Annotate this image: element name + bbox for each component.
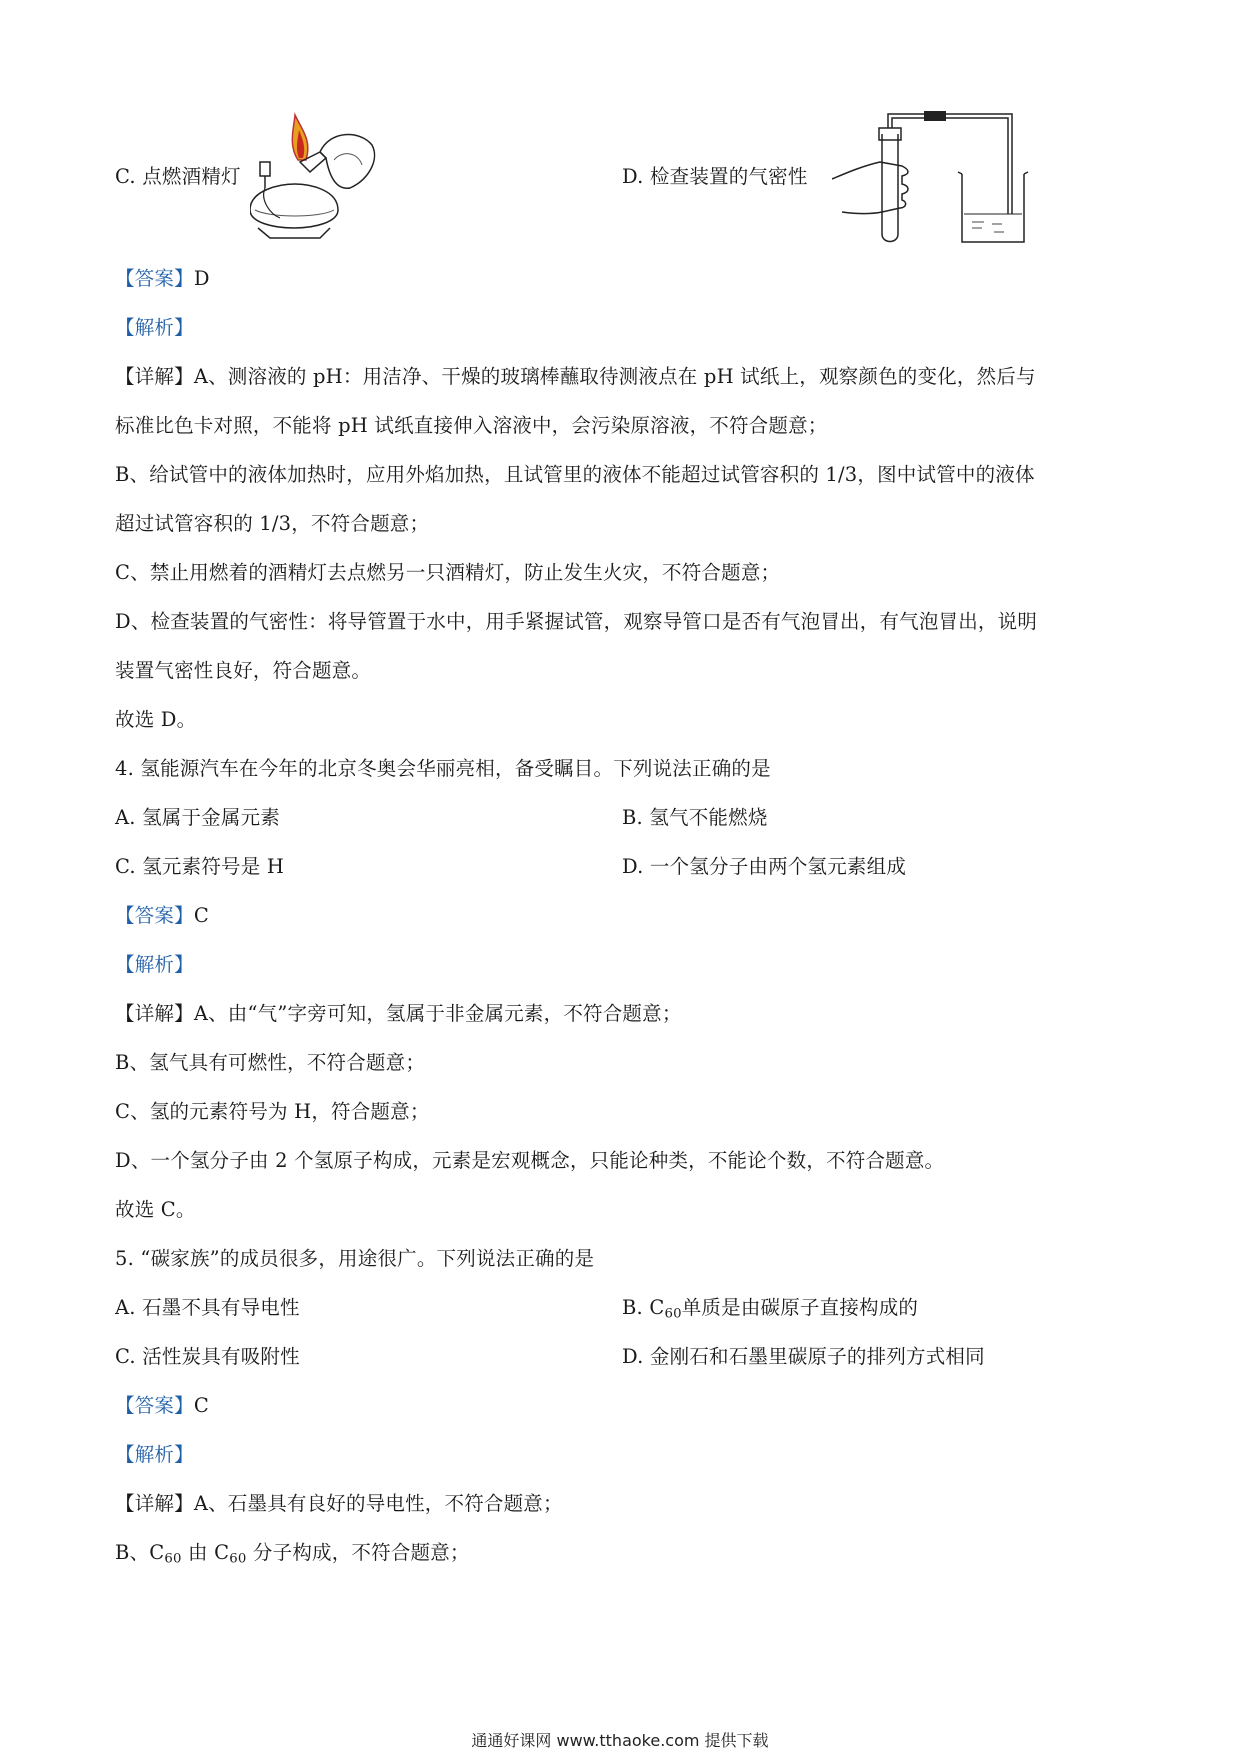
q4-answer: C (193, 904, 209, 927)
answer-tag: 【答案】 (115, 267, 194, 290)
q5-option-c: C. 活性炭具有吸附性 (115, 1345, 300, 1368)
detail-tag: 【详解】 (115, 1492, 194, 1515)
q3-detail-line-2: 标准比色卡对照，不能将 pH 试纸直接伸入溶液中，会污染原溶液，不符合题意； (115, 414, 828, 437)
q3-detail-line-1 (115, 363, 1036, 391)
page-footer[interactable]: 通通好课网 www.tthaoke.com 提供下载 (471, 1731, 769, 1750)
q5-answer-line (115, 1392, 209, 1420)
answer-tag: 【答案】 (115, 904, 194, 927)
q4-option-a: A. 氢属于金属元素 (115, 806, 280, 829)
detail-text: A、石墨具有良好的导电性，不符合题意； (193, 1492, 563, 1515)
q5-option-b: B. $C_{60}$单质是由碳原子直接构成的 (622, 1296, 919, 1322)
q4-option-c: C. 氢元素符号是 H (115, 855, 285, 878)
alcohol-lamp-figure (250, 110, 380, 245)
q5-stem: 5. “碳家族”的成员很多，用途很广。下列说法正确的是 (115, 1247, 595, 1270)
detail-text: A、测溶液的 pH：用洁净、干燥的玻璃棒蘸取待测液点在 pH 试纸上，观察颜色的变化，然后与 (193, 365, 1036, 388)
q3-detail-line-5: C、禁止用燃着的酒精灯去点燃另一只酒精灯，防止发生火灾，不符合题意； (115, 561, 781, 584)
detail-tag: 【详解】 (115, 1002, 194, 1025)
answer-tag: 【答案】 (115, 1394, 194, 1417)
q3-detail-line-6: D、检查装置的气密性：将导管置于水中，用手紧握试管，观察导管口是否有气泡冒出，有气泡冒出，说明 (115, 610, 1038, 633)
q4-stem: 4. 氢能源汽车在今年的北京冬奥会华丽亮相，备受瞩目。下列说法正确的是 (115, 757, 771, 780)
q3-answer-line (115, 265, 210, 293)
q4-analysis-tag: 【解析】 (115, 953, 194, 976)
q5-detail-line-1 (115, 1490, 563, 1518)
q3-detail-line-7: 装置气密性良好，符合题意。 (115, 659, 372, 682)
q5-option-a: A. 石墨不具有导电性 (115, 1296, 300, 1319)
q4-detail-line-4: D、一个氢分子由 2 个氢原子构成，元素是宏观概念，只能论种类，不能论个数，不符合题意。 (115, 1149, 945, 1172)
q4-detail-line-2: B、氢气具有可燃性，不符合题意； (115, 1051, 426, 1074)
q4-option-b: B. 氢气不能燃烧 (622, 806, 768, 829)
airtightness-check-figure (832, 104, 1032, 249)
q3-detail-line-3: B、给试管中的液体加热时，应用外焰加热，且试管里的液体不能超过试管容积的 1/3，图中试管中的液体 (115, 463, 1035, 486)
q3-detail-line-4: 超过试管容积的 1/3，不符合题意； (115, 512, 430, 535)
q5-analysis-tag: 【解析】 (115, 1443, 194, 1466)
detail-text: A、由“气”字旁可知，氢属于非金属元素，不符合题意； (193, 1002, 682, 1025)
q4-answer-line (115, 902, 209, 930)
q3-conclusion: 故选 D。 (115, 708, 197, 731)
q5-answer: C (193, 1394, 209, 1417)
option-c-label: C. 点燃酒精灯 (115, 165, 241, 188)
q4-detail-line-3: C、氢的元素符号为 H，符合题意； (115, 1100, 430, 1123)
detail-tag: 【详解】 (115, 365, 194, 388)
q4-detail-line-1 (115, 1000, 682, 1028)
q4-conclusion: 故选 C。 (115, 1198, 196, 1221)
q5-detail-line-2: B、$C_{60}$ 由 $C_{60}$ 分子构成，不符合题意； (115, 1541, 470, 1567)
q3-answer: D (193, 267, 210, 290)
q4-option-d: D. 一个氢分子由两个氢元素组成 (622, 855, 907, 878)
q5-option-d: D. 金刚石和石墨里碳原子的排列方式相同 (622, 1345, 985, 1368)
option-d-label: D. 检查装置的气密性 (622, 165, 808, 188)
q3-analysis-tag: 【解析】 (115, 316, 194, 339)
